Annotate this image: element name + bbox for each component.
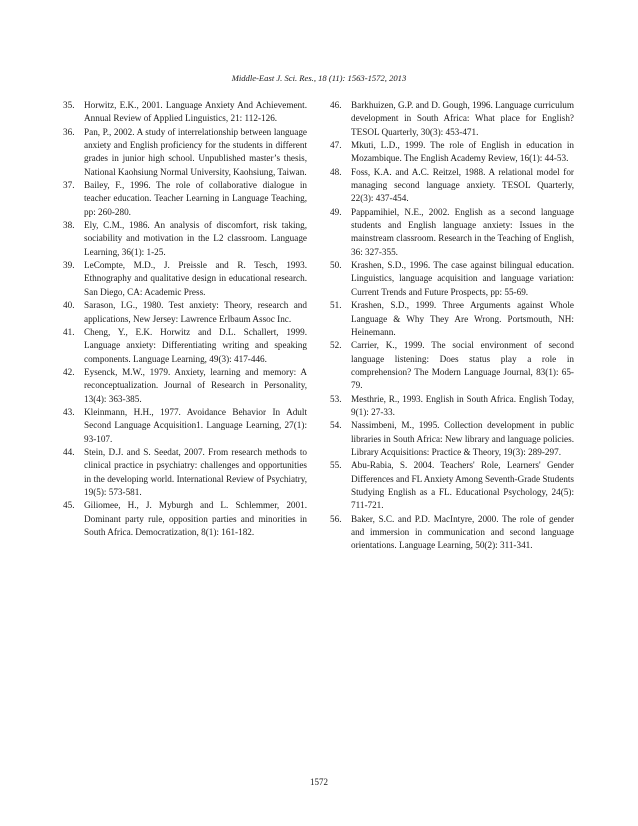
reference-item <box>330 393 574 420</box>
reference-number: 44. <box>63 446 75 457</box>
reference-number: 52. <box>330 340 342 351</box>
reference-item <box>330 206 574 259</box>
reference-item <box>63 326 307 366</box>
reference-text: LeCompte, M.D., J. Preissle and R. Tesch, 1993. Ethnography and qualitative design in educational research. San Diego, CA: Academic Press. <box>84 260 307 297</box>
reference-number: 36. <box>63 126 75 137</box>
reference-number: 38. <box>63 220 75 231</box>
reference-item <box>330 139 574 166</box>
page-number: 1572 <box>310 777 328 787</box>
reference-number: 56. <box>330 513 342 524</box>
reference-text: Ely, C.M., 1986. An analysis of discomfort, risk taking, sociability and motivation in the L2 classroom. Language Learning, 36(1): 1-25. <box>84 220 307 257</box>
reference-number: 47. <box>330 140 342 151</box>
reference-text: Cheng, Y., E.K. Horwitz and D.L. Schallert, 1999. Language anxiety: Differentiating writing and speaking components. Language Learning, 49(3): 417-446. <box>84 326 307 364</box>
reference-text: Carrier, K., 1999. The social environment of second language listening: Does status play a role in comprehension? The Modern Language Journal, 83(1): 65-79. <box>351 340 574 391</box>
reference-item <box>330 419 574 459</box>
reference-text: Krashen, S.D., 1999. Three Arguments against Whole Language & Why They Are Wrong. Portsmouth, NH: Heinemann. <box>351 300 574 337</box>
reference-item <box>63 126 307 179</box>
reference-item <box>63 179 307 219</box>
reference-text: Krashen, S.D., 1996. The case against bilingual education. Linguistics, language acquisition and language variation: Current Trends and Future Prospects, pp: 55-69. <box>351 260 574 297</box>
reference-text: Abu-Rabia, S. 2004. Teachers' Role, Learners' Gender Differences and FL Anxiety Among Seventh-Grade Students Studying English as a FL. Educational Psychology, 24(5): 711-721. <box>351 460 575 511</box>
reference-item <box>330 166 574 206</box>
reference-number: 50. <box>330 260 342 271</box>
references-column-left <box>63 99 307 539</box>
reference-item <box>330 513 574 553</box>
reference-text: Pan, P., 2002. A study of interrelationship between language anxiety and English proficiency for the students in different grades in junior high school. Unpublished master’s thesis, National Kaohsiung Normal University, Kaohsiung, Taiwan. <box>84 126 307 177</box>
reference-number: 49. <box>330 206 342 217</box>
reference-text: Pappamihiel, N.E., 2002. English as a second language students and English language anxiety: Issues in the mainstream classroom. Research in the Teaching of English, 36: 327-355. <box>351 206 574 257</box>
reference-number: 35. <box>63 100 75 110</box>
reference-number: 37. <box>63 180 75 191</box>
reference-text: Baker, S.C. and P.D. MacIntyre, 2000. The role of gender and immersion in communication and second language orientations. Language Learning, 50(2): 311-341. <box>351 513 574 551</box>
reference-item <box>330 339 574 392</box>
reference-number: 51. <box>330 300 342 311</box>
reference-number: 39. <box>63 260 75 271</box>
reference-number: 42. <box>63 366 75 377</box>
reference-text: Foss, K.A. and A.C. Reitzel, 1988. A relational model for managing second language anxiety. TESOL Quarterly, 22(3): 437-454. <box>351 166 574 204</box>
reference-text: Mkuti, L.D., 1999. The role of English in education in Mozambique. The English Academy Review, 16(1): 44-53. <box>351 140 574 164</box>
reference-number: 40. <box>63 300 75 311</box>
reference-text: Mesthrie, R., 1993. English in South Africa. English Today, 9(1): 27-33. <box>351 393 574 417</box>
reference-text: Kleinmann, H.H., 1977. Avoidance Behavior In Adult Second Language Acquisition1. Language Learning, 27(1): 93-107. <box>84 406 307 444</box>
reference-number: 46. <box>330 100 342 110</box>
reference-item <box>63 99 307 126</box>
reference-text: Giliomee, H., J. Myburgh and L. Schlemmer, 2001. Dominant party rule, opposition parties and minorities in South Africa. Democratization, 8(1): 161-182. <box>84 500 307 537</box>
reference-item <box>330 459 574 512</box>
reference-number: 41. <box>63 326 75 337</box>
reference-item <box>63 259 307 299</box>
reference-item <box>63 219 307 259</box>
reference-text: Sarason, I.G., 1980. Test anxiety: Theory, research and applications, New Jersey: Lawrence Erlbaum Assoc Inc. <box>84 300 307 324</box>
reference-number: 43. <box>63 406 75 417</box>
reference-item <box>63 406 307 446</box>
reference-item <box>330 259 574 299</box>
reference-item <box>330 99 574 139</box>
reference-item <box>63 299 307 326</box>
reference-text: Horwitz, E.K., 2001. Language Anxiety And Achievement. Annual Review of Applied Linguistics, 21: 112-126. <box>84 100 307 124</box>
reference-text: Bailey, F., 1996. The role of collaborative dialogue in teacher education. Teacher Learning in Language Teaching, pp: 260-280. <box>84 180 307 217</box>
references-column-right <box>330 99 574 553</box>
reference-text: Nassimbeni, M., 1995. Collection development in public libraries in South Africa: New library and language policies. Library Acquisitions: Practice & Theory, 19(3): 289-297. <box>351 420 574 457</box>
reference-number: 54. <box>330 420 342 431</box>
reference-number: 55. <box>330 460 342 471</box>
reference-text: Barkhuizen, G.P. and D. Gough, 1996. Language curriculum development in South Africa: What place for English? TESOL Quarterly, 30(3): 453-471. <box>351 100 574 137</box>
reference-item <box>63 446 307 499</box>
reference-item <box>63 366 307 406</box>
reference-text: Eysenck, M.W., 1979. Anxiety, learning and memory: A reconceptualization. Journal of Research in Personality, 13(4): 363-385. <box>84 366 307 404</box>
running-head: Middle-East J. Sci. Res., 18 (11): 1563-1572, 2013 <box>231 73 407 83</box>
reference-item <box>63 499 307 539</box>
reference-number: 45. <box>63 500 75 511</box>
reference-text: Stein, D.J. and S. Seedat, 2007. From research methods to clinical practice in psychiatry: challenges and opportunities in the developing world. International Review of Psychiatry, 19(5): 573-581. <box>84 446 307 497</box>
reference-number: 48. <box>330 166 342 177</box>
reference-item <box>330 299 574 339</box>
reference-number: 53. <box>330 393 342 404</box>
